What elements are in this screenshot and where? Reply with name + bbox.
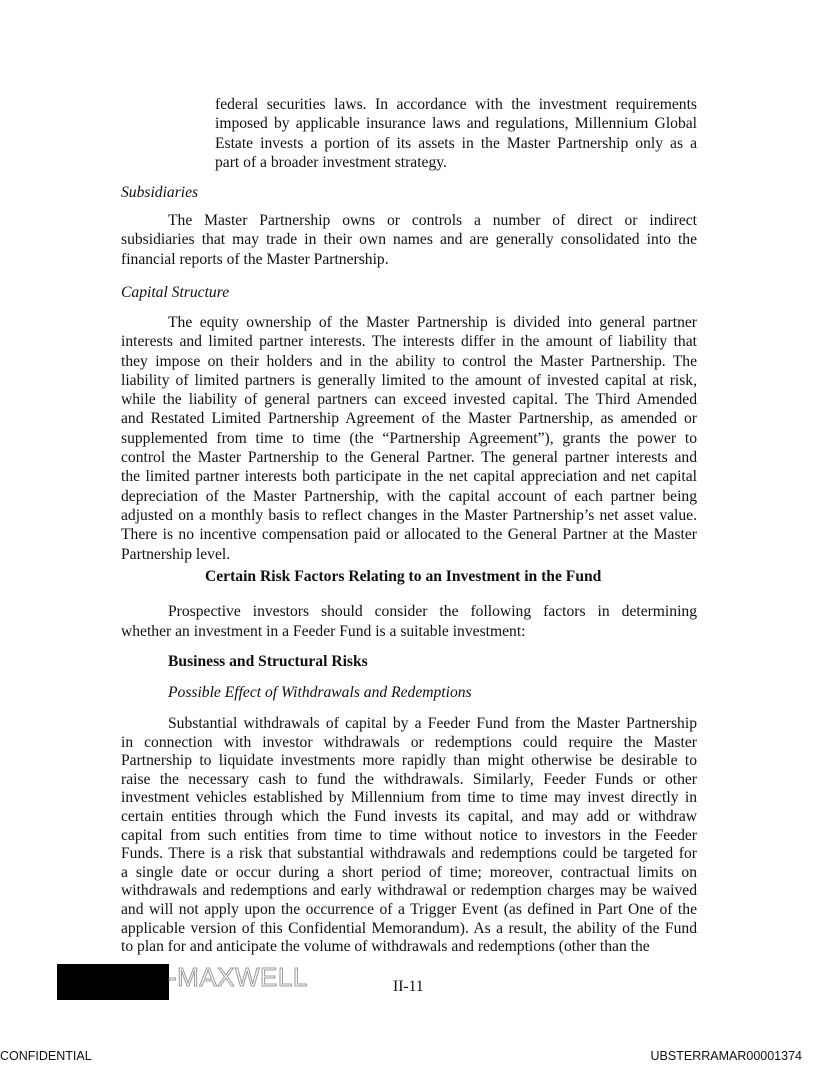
text-line: the limited partner interests both participate in the net capital appreciation and net capital: [121, 468, 697, 486]
text-line: raise the necessary cash to fund the withdrawals. Similarly, Feeder Funds or other: [121, 770, 697, 788]
text-line: imposed by applicable insurance laws and regulations, Millennium Global: [215, 115, 697, 133]
text-line: to plan for and anticipate the volume of withdrawals and redemptions (other than the: [121, 938, 650, 956]
confidential-label: CONFIDENTIAL: [0, 1049, 92, 1063]
section-heading: Business and Structural Risks: [168, 653, 368, 670]
text-line: financial reports of the Master Partnership.: [121, 250, 389, 268]
text-line: interests and limited partner interests. The interests differ in the amount of liability that: [121, 333, 697, 351]
text-line: supplemented from time to time (the “Partnership Agreement”), grants the power to: [121, 429, 697, 447]
text-line: depreciation of the Master Partnership, with the capital account of each partner being: [121, 487, 697, 505]
text-line: The equity ownership of the Master Partnership is divided into general partner: [168, 314, 697, 331]
text-line: they impose on their holders and in the ability to control the Master Partnership. The: [121, 352, 697, 370]
text-line: Partnership level.: [121, 545, 231, 563]
section-heading: Subsidiaries: [121, 184, 199, 201]
paragraph: [121, 313, 697, 564]
text-line: withdrawals and redemptions and early withdrawal or redemption charges may be waived: [121, 882, 697, 900]
text-line: There is no incentive compensation paid or allocated to the General Partner at the Master: [121, 526, 697, 544]
text-line: in connection with investor withdrawals or redemptions could require the Master: [121, 733, 697, 751]
text-line: subsidiaries that may trade in their own names and are generally consolidated into the: [121, 231, 697, 249]
section-heading: Certain Risk Factors Relating to an Investment in the Fund: [205, 568, 602, 585]
text-line: control the Master Partnership to the General Partner. The general partner interests and: [121, 449, 697, 467]
text-line: part of a broader investment strategy.: [215, 153, 447, 171]
section-heading: Capital Structure: [121, 284, 230, 301]
text-line: investment vehicles established by Millennium from time to time may invest directly in: [121, 789, 697, 807]
section-heading: Possible Effect of Withdrawals and Redemptions: [168, 684, 472, 701]
text-line: and Restated Limited Partnership Agreement of the Master Partnership, as amended or: [121, 410, 697, 428]
bates-number: UBSTERRAMAR00001374: [650, 1049, 802, 1063]
text-line: while the liability of general partners can exceed invested capital. The Third Amended: [121, 391, 697, 409]
text-line: Estate invests a portion of its assets in the Master Partnership only as a: [215, 134, 697, 152]
paragraph: [121, 211, 697, 269]
text-line: adjusted on a monthly basis to reflect changes in the Master Partnership’s net asset value.: [121, 506, 697, 524]
text-line: Prospective investors should consider the following factors in determining: [168, 603, 697, 620]
text-line: capital from such entities from time to time without notice to investors in the Feeder: [121, 826, 697, 844]
text-line: a single date or occur during a short period of time; moreover, contractual limits on: [121, 863, 697, 881]
paragraph: [121, 602, 697, 641]
text-line: and will not apply upon the occurrence of a Trigger Event (as defined in Part One of the: [121, 900, 697, 918]
page-number: II-11: [393, 978, 424, 995]
text-line: certain entities through which the Fund invests its capital, and may add or withdraw: [121, 807, 697, 825]
text-line: Substantial withdrawals of capital by a Feeder Fund from the Master Partnership: [168, 715, 697, 732]
text-line: federal securities laws. In accordance with the investment requirements: [215, 96, 697, 113]
text-line: liability of limited partners is generally limited to the amount of invested capital at risk,: [121, 371, 697, 389]
text-line: Funds. There is a risk that substantial withdrawals and redemptions could be targeted for: [121, 845, 697, 863]
redaction-box: [57, 964, 169, 1000]
paragraph: [215, 95, 697, 172]
text-line: applicable version of this Confidential Memorandum). As a result, the ability of the Fund: [121, 919, 697, 937]
paragraph: [121, 715, 697, 957]
text-line: The Master Partnership owns or controls a number of direct or indirect: [168, 212, 697, 229]
maxwell-stamp: -MAXWELL: [168, 962, 308, 992]
text-line: Partnership to liquidate investments more rapidly than might otherwise be desirable to: [121, 752, 697, 770]
text-line: whether an investment in a Feeder Fund is a suitable investment:: [121, 622, 526, 640]
